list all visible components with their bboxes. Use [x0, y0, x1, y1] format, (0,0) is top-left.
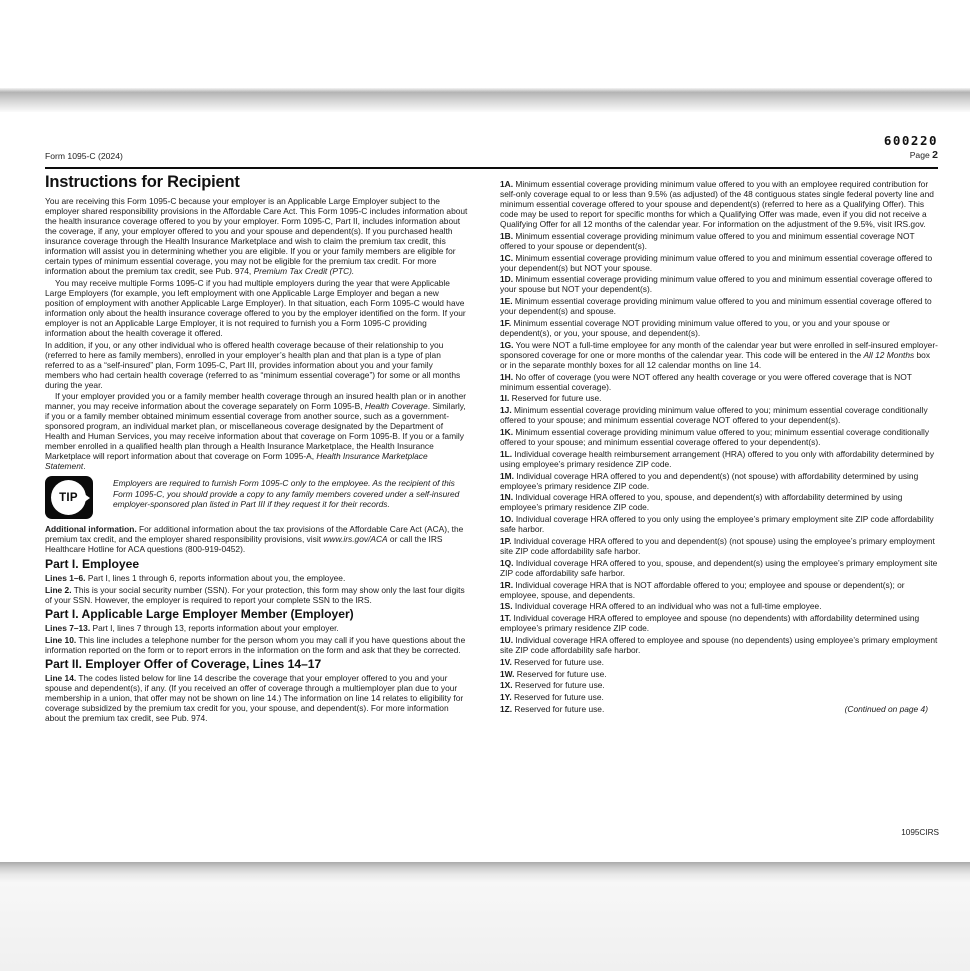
text-block: 1M. Individual coverage HRA offered to you and dependent(s) (not spouse) with affordability determined by using employee’s primary residence ZIP code.: [500, 470, 919, 491]
text-block: 1E. Minimum essential coverage providing minimum value offered to you and minimum essential coverage offered to your dependent(s) and spouse.: [500, 296, 932, 317]
text-block: 1Z. Reserved for future use.: [500, 703, 605, 714]
footer-code: 1095CIRS: [901, 828, 939, 837]
header-right: [884, 133, 938, 161]
text-block: 1P. Individual coverage HRA offered to you and dependent(s) (not spouse) using the employee’s primary employment site ZIP code affordability safe harbor.: [500, 535, 935, 556]
print-control-number: 600220: [883, 133, 938, 148]
top-edge-shadow: [0, 88, 970, 112]
left-column-intro: [45, 196, 469, 471]
tip-box: [45, 476, 469, 519]
text-block: 1Y. Reserved for future use.: [500, 692, 604, 703]
text-block: Part I. Employee: [45, 556, 140, 571]
text-block: Lines 7–13. Part I, lines 7 through 13, reports information about your employer.: [45, 623, 339, 634]
text-block: 1K. Minimum essential coverage providing minimum value offered to you; minimum essential coverage conditionally offered to your spouse; and minimum essential coverage offered to your dependent(s).: [500, 426, 930, 447]
text-block: 1X. Reserved for future use.: [500, 680, 605, 691]
bottom-edge-shadow: [0, 862, 970, 882]
text-block: 1L. Individual coverage health reimbursement arrangement (HRA) offered to you only with affordability determined by using employee’s primary residence ZIP code.: [500, 448, 935, 469]
text-block: You may receive multiple Forms 1095-C if you had multiple employers during the year that were Applicable Large Employers (for example, you left employment with one Applicable Large Employer and began a new position of employment with another Applicable Large Employer). In that situation, each Form 1095-C would have information only about the health insurance coverage offered to you by the employer identified on the form. If your employer is not an Applicable Large Employer, it is not required to furnish you a Form 1095-C providing information about the health coverage it offered.: [45, 277, 466, 338]
text-block: 1D. Minimum essential coverage providing minimum value offered to you and minimum essential coverage offered to your spouse but NOT your dependent(s).: [500, 274, 933, 295]
text-block: 1U. Individual coverage HRA offered to employee and spouse (no dependents) using employee’s primary employment site ZIP code affordability safe harbor.: [500, 634, 938, 655]
header-rule: [45, 167, 938, 169]
right-column: [500, 179, 938, 714]
text-block: Line 14. The codes listed below for line 14 describe the coverage that your employer offered to you and your spouse and dependent(s), if any. (If you received an offer of coverage through a multiemployer plan due to your membership in a union, that offer may not be shown on line 14.) The information on line 14 relates to eligibility for coverage subsidized by the premium tax credit for you, your spouse, and dependent(s). For more information about the premium tax credit, see Pub. 974.: [45, 673, 464, 724]
text-block: Line 2. This is your social security number (SSN). For your protection, this form may show only the last four digits of your SSN. However, the employer is required to report your complete SSN to the IRS.: [45, 584, 465, 605]
text-block: 1Q. Individual coverage HRA offered to you, spouse, and dependent(s) using the employee’s primary employment site ZIP code affordability safe harbor.: [500, 557, 938, 578]
text-block: 1J. Minimum essential coverage providing minimum value offered to you; minimum essential coverage conditionally offered to your spouse; and minimum essential coverage NOT offered to your dependent(s).: [500, 405, 928, 426]
tip-icon: [45, 476, 93, 519]
text-block: In addition, if you, or any other individual who is offered health coverage because of their relationship to you (referred to here as family members), enrolled in your employer’s health plan and that plan is a type of plan referred to as a “self-insured” plan, Form 1095-C, Part III, provides information about you and your family members who had certain health coverage (referred to as “minimum essential coverage”) for some or all months during the year.: [45, 339, 461, 390]
text-block: 1V. Reserved for future use.: [500, 656, 604, 667]
form-1095c-page-2: [0, 112, 970, 862]
left-column-parts: [45, 524, 469, 723]
text-block: 1O. Individual coverage HRA offered to you only using the employee’s primary employment site ZIP code affordability safe harbor.: [500, 514, 934, 535]
coverage-code-list: [500, 179, 938, 714]
text-block: Part II. Employer Offer of Coverage, Lines 14–17: [45, 657, 322, 672]
text-block: If your employer provided you or a family member health coverage through an insured health plan or in another manner, you may receive information about the coverage separately on Form 1095-B, Health Coverage. Similarly, if you or a family member obtained minimum essential coverage from another source, such as a government-sponsored program, an individual market plan, or miscellaneous coverage designated by the Department of Health and Human Services, you may receive information about that coverage on Form 1095-B. If you or a family member enrolled in a qualified health plan through a Health Insurance Marketplace, the Health Insurance Marketplace will report information about that coverage on Form 1095-A, Health Insurance Marketplace Statement.: [45, 391, 467, 472]
text-block: 1N. Individual coverage HRA offered to you, spouse, and dependent(s) with affordability determined by using employee’s primary residence ZIP code.: [500, 492, 903, 513]
text-block: 1W. Reserved for future use.: [500, 668, 607, 679]
text-block: 1C. Minimum essential coverage providing minimum value offered to you and minimum essential coverage offered to your dependent(s) but NOT your spouse.: [500, 252, 933, 273]
text-block: Line 10. This line includes a telephone number for the person whom you may call if you have questions about the information reported on the form or to report errors in the information on the form and ask that they be corrected.: [45, 634, 466, 655]
text-block: 1F. Minimum essential coverage NOT providing minimum value offered to you, or you and your spouse or dependent(s), or you, your spouse, and dependent(s).: [500, 317, 890, 338]
text-block: 1H. No offer of coverage (you were NOT offered any health coverage or you were offered coverage that is NOT minimum essential coverage).: [500, 371, 912, 392]
tip-text: Employers are required to furnish Form 1095-C only to the employee. As the recipient of this Form 1095-C, you should provide a copy to any family members covered under a self-insured employer-sponsored plan listed in Part III if they request it for their records.: [113, 478, 460, 509]
text-block: Additional information. For additional information about the tax provisions of the Affordable Care Act (ACA), the premium tax credit, and the employer shared responsibility provisions, visit www.irs.gov/ACA or call the IRS Healthcare Hotline for ACA questions (800-919-0452).: [45, 524, 464, 555]
text-block: You are receiving this Form 1095-C because your employer is an Applicable Large Employer subject to the employer shared responsibility provisions in the Affordable Care Act. This Form 1095-C includes information about the health insurance coverage offered to you by your employer. Form 1095-C, Part II, includes information about the coverage, if any, your employer offered to you and your spouse and dependent(s). If you purchased health insurance coverage through the Health Insurance Marketplace and wish to claim the premium tax credit, this information will assist you in determining whether you are eligible. If you or your family members are eligible for certain types of minimum essential coverage, you may not be eligible for the premium tax credit. For more information about the premium tax credit, see Pub. 974, Premium Tax Credit (PTC).: [45, 196, 468, 276]
text-block: 1I. Reserved for future use.: [500, 393, 602, 404]
bottom-surface: [0, 882, 970, 971]
text-block: Part I. Applicable Large Employer Member (Employer): [45, 607, 354, 622]
text-block: 1R. Individual coverage HRA that is NOT affordable offered to you; employee and spouse or dependent(s); or employee, spouse, and dependents.: [500, 579, 905, 600]
page-title: Instructions for Recipient: [45, 173, 240, 191]
text-block: 1A. Minimum essential coverage providing minimum value offered to you with an employee required contribution for self-only coverage equal to or less than 9.5% (as adjusted) of the 48 contiguous states single federal poverty line and minimum essential coverage offered to your spouse and dependent(s) (referred to here as a Qualifying Offer). This code may be used to report for specific months for which a Qualifying Offer was made, even if you did not receive a Qualifying Offer for all 12 months of the calendar year. For information on the adjustment of the 9.5%, visit IRS.gov.: [500, 179, 934, 229]
page-number: Page 2: [909, 149, 938, 161]
text-block: 1G. You were NOT a full-time employee for any month of the calendar year but were enrolled in self-insured employer-sponsored coverage for one or more months of the calendar year. This code will be entered in the All 12 Months box or in the separate monthly boxes for all 12 calendar months on line 14.: [500, 339, 938, 370]
text-block: 1S. Individual coverage HRA offered to an individual who was not a full-time employee.: [500, 601, 822, 612]
left-column: [45, 173, 469, 725]
text-block: 1T. Individual coverage HRA offered to employee and spouse (no dependents) with affordability determined using employee’s primary residence ZIP code.: [500, 613, 920, 634]
form-id-label: Form 1095-C (2024): [45, 151, 123, 161]
text-block: Lines 1–6. Part I, lines 1 through 6, reports information about you, the employee.: [45, 572, 346, 583]
text-block: 1B. Minimum essential coverage providing minimum value offered to you and minimum essential coverage NOT offered to your spouse or dependent(s).: [500, 230, 915, 251]
text-block: (Continued on page 4): [844, 703, 928, 714]
tip-icon-label: TIP: [59, 491, 78, 504]
